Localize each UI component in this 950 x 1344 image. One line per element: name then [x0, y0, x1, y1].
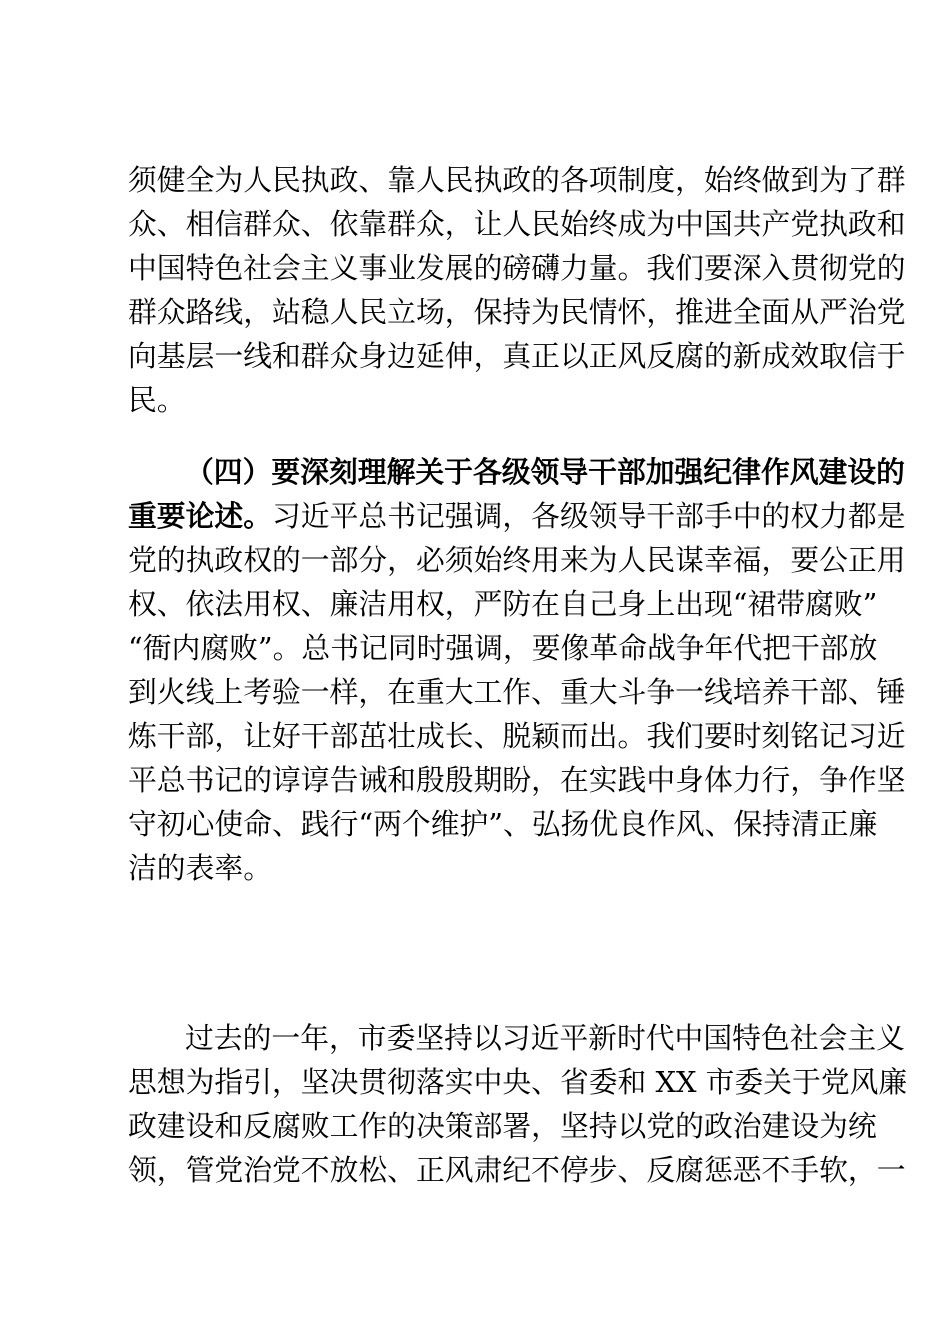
p2-line-8: 平总书记的谆谆告诫和殷殷期盼，在实践中身体力行，争作坚 [128, 763, 906, 797]
p3-line-1: 过去的一年，市委坚持以习近平新时代中国特色社会主义 [185, 1021, 905, 1055]
p2-line-6: 到火线上考验一样，在重大工作、重大斗争一线培养干部、锤 [128, 675, 906, 709]
p1-line-4: 群众路线，站稳人民立场，保持为民情怀，推进全面从严治党 [128, 295, 906, 329]
p2-line-7: 炼干部，让好干部茁壮成长、脱颖而出。我们要时刻铭记习近 [128, 719, 906, 753]
p3-line-2: 思想为指引，坚决贯彻落实中央、省委和 XX 市委关于党风廉 [128, 1065, 908, 1099]
p3-line-3: 政建设和反腐败工作的决策部署，坚持以党的政治建设为统 [128, 1109, 877, 1143]
p2-line-2 [128, 496, 906, 536]
p2-heading-line-2: 重要论述。 [128, 499, 272, 533]
p2-line-3: 党的执政权的一部分，必须始终用来为人民谋幸福，要公正用 [128, 543, 906, 577]
p1-line-2: 众、相信群众、依靠群众，让人民始终成为中国共产党执政和 [128, 207, 906, 241]
p1-line-5: 向基层一线和群众身边延伸，真正以正风反腐的新成效取信于 [128, 339, 906, 373]
p3-line-4: 领，管党治党不放松、正风肃纪不停步、反腐惩恶不手软，一 [128, 1153, 906, 1187]
p2-line-10: 洁的表率。 [128, 851, 272, 885]
p1-line-3: 中国特色社会主义事业发展的磅礴力量。我们要深入贯彻党的 [128, 251, 906, 285]
p1-line-1: 须健全为人民执政、靠人民执政的各项制度，始终做到为了群 [128, 163, 906, 197]
p2-line-4: 权、依法用权、廉洁用权，严防在自己身上出现“裙带腐败” [128, 587, 878, 621]
p2-line-5: “衙内腐败”。总书记同时强调，要像革命战争年代把干部放 [128, 631, 878, 665]
p1-line-6: 民。 [128, 383, 186, 417]
p2-heading-line-1: （四）要深刻理解关于各级领导干部加强纪律作风建设的 [185, 455, 905, 489]
p2-line-2-rest: 习近平总书记强调，各级领导干部手中的权力都是 [272, 499, 906, 533]
section-heading [185, 936, 828, 976]
p2-line-9: 守初心使命、践行“两个维护”、弘扬优良作风、保持清正廉 [128, 807, 878, 841]
